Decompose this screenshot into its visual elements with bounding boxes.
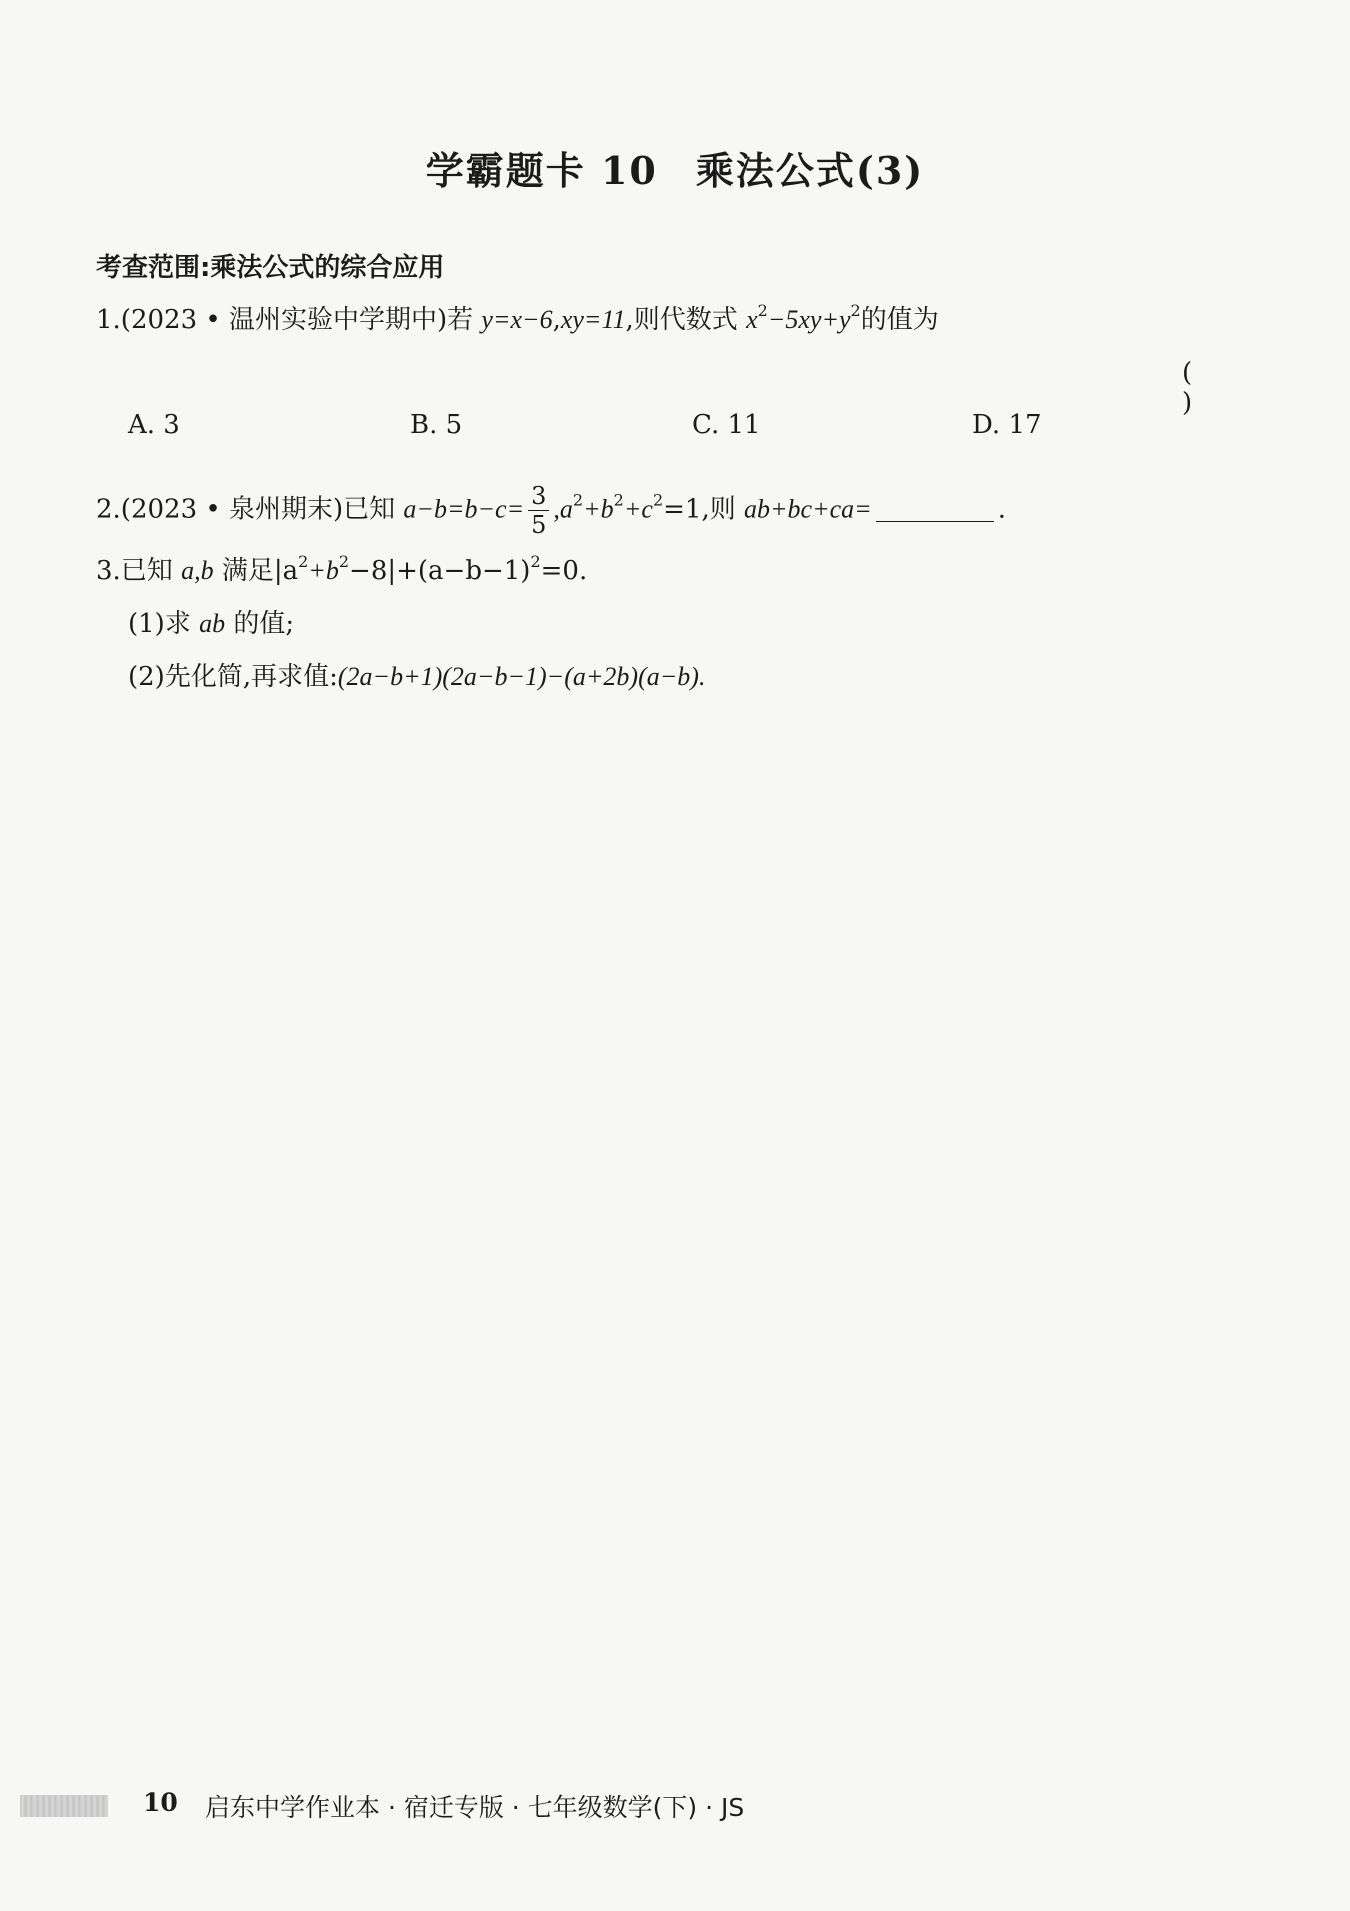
- title-card-number: 学霸题卡 10: [425, 148, 658, 193]
- scope-heading: 考查范围:乘法公式的综合应用: [96, 253, 445, 283]
- page-title: [0, 140, 1350, 195]
- question-1-stem: 1.(2023 • 温州实验中学期中)若 y=x−6,xy=11,则代数式 $x^2-5xy+y^2$的值为: [96, 301, 939, 335]
- title-topic: 乘法公式(3): [695, 148, 925, 193]
- option-b: B. 5: [410, 410, 463, 440]
- page-number: 10: [143, 1788, 178, 1817]
- fraction-three-fifths: $\frac{3}{5}$: [528, 482, 549, 539]
- question-3-stem: 3.已知 a,b 满足$|a^2+b^2-8|+(a-b-1)^2=0$.: [96, 552, 588, 586]
- option-d: D. 17: [972, 410, 1042, 440]
- answer-parentheses: ( ): [1182, 358, 1241, 418]
- footer-decoration-bar: [20, 1795, 108, 1817]
- question-2-stem: 2.(2023 • 泉州期末)已知 a−b=b−c= $\frac{3}{5}$ $,a^2+b^2+c^2=1$,则 ab+bc+ca= .: [96, 482, 1006, 539]
- option-c: C. 11: [692, 410, 761, 440]
- question-3-part-1: (1)求 ab 的值;: [128, 609, 295, 639]
- footer-book-title: 启东中学作业本 · 宿迁专版 · 七年级数学(下) · JS: [205, 1793, 745, 1822]
- answer-blank: [876, 495, 994, 522]
- question-3-part-2: (2)先化简,再求值:(2a−b+1)(2a−b−1)−(a+2b)(a−b).: [128, 662, 706, 692]
- option-a: A. 3: [128, 410, 180, 440]
